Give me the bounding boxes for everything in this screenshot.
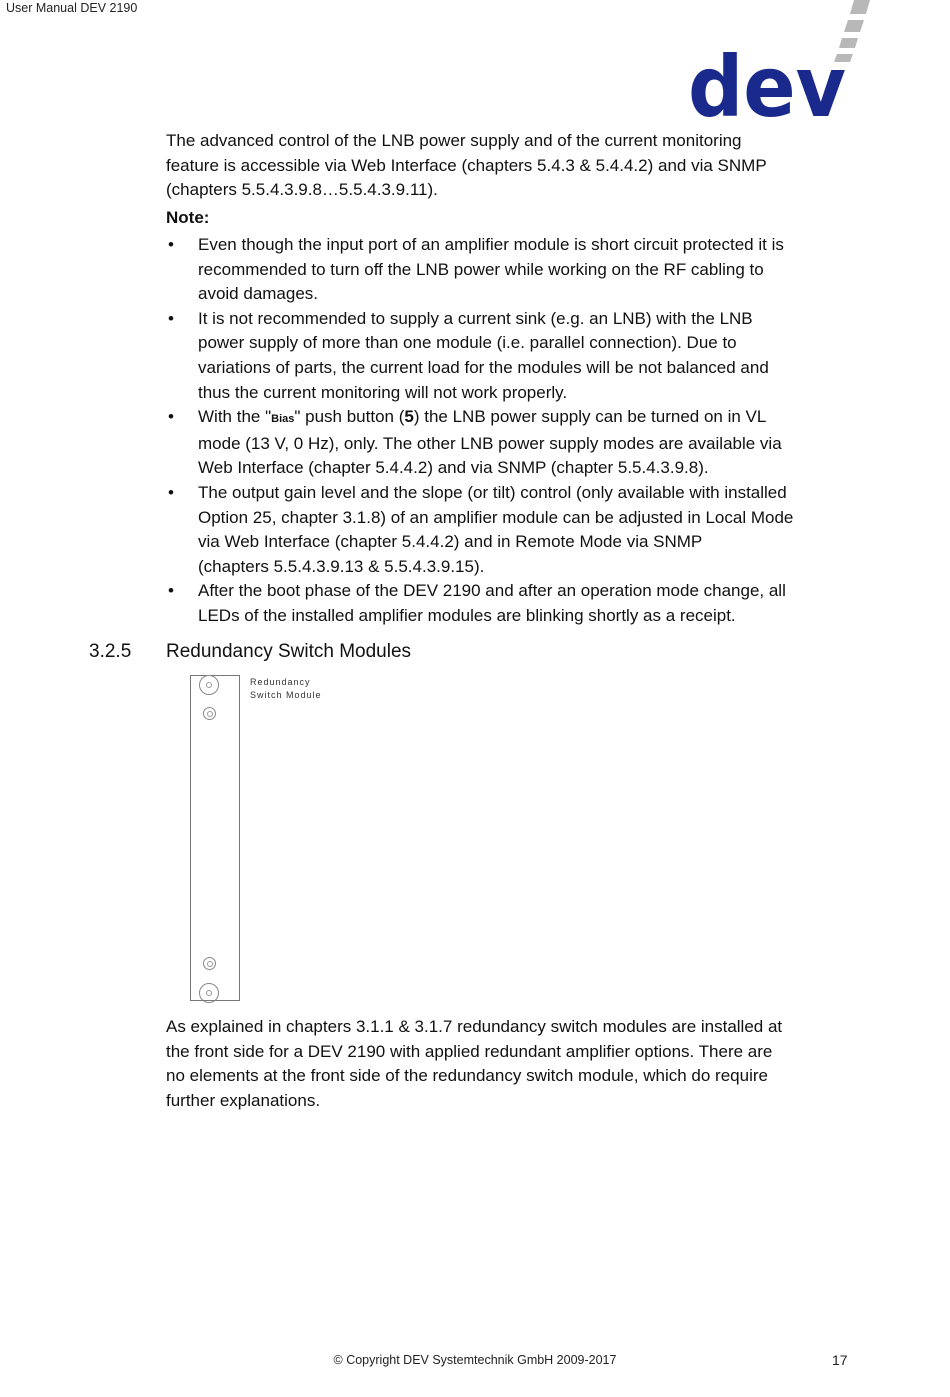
section-title: Redundancy Switch Modules — [166, 641, 412, 662]
bullet-4-line-2: Option 25, chapter 3.1.8) of an amplifier module can be adjusted in Local Mode — [198, 507, 794, 527]
outro-line-3: no elements at the front side of the redundancy switch module, which do require — [166, 1066, 768, 1086]
screw-bottom-large-icon — [199, 983, 219, 1003]
list-item — [166, 579, 856, 628]
bullet-5-line-1: After the boot phase of the DEV 2190 and after an operation mode change, all — [198, 581, 786, 601]
list-item — [166, 405, 856, 481]
bullet-3-line-2: mode (13 V, 0 Hz), only. The other LNB power supply modes are available via — [198, 433, 782, 453]
module-caption — [250, 676, 322, 701]
bullet-1-line-2: recommended to turn off the LNB power while working on the RF cabling to — [198, 259, 764, 279]
bullet-2-line-1: It is not recommended to supply a current sink (e.g. an LNB) with the LNB — [198, 308, 753, 328]
redundancy-module-front-panel — [190, 675, 240, 1001]
bias-quote-close: " push button ( — [294, 407, 405, 427]
bullet-2-line-4: thus the current monitoring will not work properly. — [198, 382, 568, 402]
outro-line-1: As explained in chapters 3.1.1 & 3.1.7 redundancy switch modules are installed at — [166, 1017, 783, 1036]
outro-line-4: further explanations. — [166, 1090, 321, 1110]
notes-list — [166, 233, 856, 629]
intro-line-1: The advanced control of the LNB power supply and of the current monitoring — [166, 131, 742, 150]
bullet-4-line-4: (chapters 5.5.4.3.9.13 & 5.5.4.3.9.15). — [198, 556, 485, 576]
bullet-3-line-1 — [198, 407, 766, 426]
bullet-3-line-3: Web Interface (chapter 5.4.4.2) and via SNMP (chapter 5.5.4.3.9.8). — [198, 458, 709, 478]
intro-line-3: (chapters 5.5.4.3.9.8…5.5.4.3.9.11). — [166, 180, 438, 200]
button-number: 5 — [404, 407, 414, 427]
bullet-1-line-3: avoid damages. — [198, 284, 319, 304]
module-caption-line-2: Switch Module — [250, 689, 322, 700]
list-item — [166, 307, 856, 405]
footer-copyright: © Copyright DEV Systemtechnik GmbH 2009-2017 — [333, 1353, 617, 1367]
page-number: 17 — [832, 1352, 848, 1368]
outro-line-2: the front side for a DEV 2190 with applied redundant amplifier options. There are — [166, 1041, 773, 1061]
list-item — [166, 481, 856, 579]
bias-button-label: Bias — [271, 413, 295, 426]
dev-logo — [688, 0, 878, 120]
note-label: Note: — [166, 208, 210, 227]
bullet-1-line-1: Even though the input port of an amplifier module is short circuit protected it is — [198, 235, 784, 254]
bullet-symbol: • — [168, 308, 174, 328]
bullet-symbol: • — [168, 407, 174, 427]
module-caption-line-1: Redundancy — [250, 677, 311, 687]
bullet-symbol: • — [168, 581, 174, 601]
bias-line-rest: ) the LNB power supply can be turned on in VL — [413, 407, 767, 427]
bullet-symbol: • — [168, 482, 174, 502]
outro-paragraph — [166, 1015, 856, 1113]
logo-wordmark: dev — [688, 38, 846, 120]
bullet-4-line-3: via Web Interface (chapter 5.4.4.2) and in Remote Mode via SNMP — [198, 532, 703, 552]
running-header: User Manual DEV 2190 — [6, 1, 138, 15]
screw-bottom-small-icon — [203, 957, 216, 970]
bullet-symbol: • — [168, 235, 174, 254]
section-number: 3.2.5 — [89, 641, 132, 662]
intro-line-2: feature is accessible via Web Interface (chapters 5.4.3 & 5.4.4.2) and via SNMP — [166, 155, 767, 175]
screw-top-large-icon — [199, 675, 219, 695]
bullet-2-line-3: variations of parts, the current load for the modules will be not balanced and — [198, 357, 769, 377]
screw-top-small-icon — [203, 707, 216, 720]
intro-paragraph — [166, 129, 856, 203]
bullet-2-line-2: power supply of more than one module (i.e. parallel connection). Due to — [198, 333, 737, 353]
list-item — [166, 233, 856, 307]
bullet-4-line-1: The output gain level and the slope (or tilt) control (only available with installed — [198, 482, 787, 502]
bullet-5-line-2: LEDs of the installed amplifier modules are blinking shortly as a receipt. — [198, 605, 736, 625]
bias-quote-open: With the " — [198, 407, 272, 427]
